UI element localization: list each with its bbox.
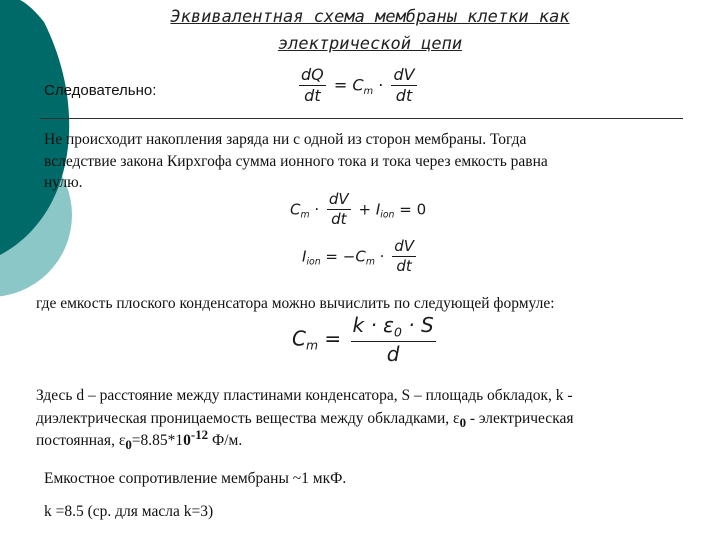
paragraph-line: нулю. — [44, 174, 83, 191]
line-text: - электрическая — [466, 409, 574, 427]
capacitance-note: Емкостное сопротивление мембраны ~1 мкФ. — [44, 470, 347, 487]
kirchhoff-paragraph — [44, 129, 548, 194]
current-symbol: I — [302, 247, 307, 266]
fraction-dv-dt — [391, 66, 416, 106]
zero-value: 0 — [416, 200, 427, 219]
capacitance-subscript: m — [365, 256, 375, 268]
fraction-numerator: dV — [391, 66, 416, 86]
epsilon-subscript: 0 — [394, 324, 402, 340]
capacitance-subscript: m — [363, 85, 374, 97]
current-symbol: I — [375, 200, 381, 219]
epsilon-subscript: 0 — [125, 437, 132, 453]
line-text: Ф/м. — [208, 432, 243, 449]
formula-charge-rate — [296, 66, 420, 106]
fraction-k-eps-s-over-d — [351, 314, 436, 366]
fraction-numerator — [351, 314, 436, 342]
epsilon-subscript: 0 — [459, 414, 467, 430]
formula-plate-capacitance — [292, 314, 439, 366]
minus-sign: − — [342, 247, 356, 266]
paragraph-line — [36, 426, 574, 453]
bold-zero: 0 — [183, 432, 191, 449]
paragraph-line: Здесь d – расстояние между пластинами конденсатора, S – площадь обкладок, k - — [36, 387, 573, 404]
capacitor-intro-text: где емкость плоского конденсатора можно вычислить по следующей формуле: — [36, 295, 555, 312]
dot-operator: · — [378, 75, 384, 95]
fraction-numerator: dQ — [299, 66, 326, 86]
paragraph-line — [36, 408, 574, 431]
line-text: постоянная, ε — [36, 432, 126, 449]
fraction-denominator: dt — [304, 86, 321, 106]
capacitance-symbol: C — [352, 75, 364, 95]
slide-title — [110, 4, 630, 58]
fraction-numerator: dV — [327, 191, 351, 210]
definitions-paragraph — [36, 385, 574, 453]
k-note: k =8.5 (ср. для масла k=3) — [44, 503, 214, 520]
current-subscript: ion — [380, 209, 395, 221]
numerator-tail: · S — [401, 313, 434, 337]
therefore-label: Следовательно: — [44, 82, 157, 99]
equals-sign: = — [325, 247, 338, 266]
exponent: -12 — [190, 426, 209, 442]
capacitance-symbol: C — [355, 247, 366, 266]
capacitance-subscript: m — [305, 337, 319, 353]
title-line-2: электрической цепи — [277, 34, 463, 54]
equals-sign: = — [399, 200, 412, 219]
dot-operator: · — [314, 200, 320, 219]
dot-operator: · — [379, 247, 385, 266]
title-line-1: Эквивалентная схема мембраны клетки как — [170, 7, 570, 27]
current-subscript: ion — [306, 256, 321, 268]
fraction-denominator: dt — [331, 210, 347, 229]
line-text: диэлектрическая проницаемость вещества между обкладками, ε — [36, 409, 460, 427]
numerator-head: k · ε — [352, 313, 394, 337]
capacitance-subscript: m — [300, 209, 310, 221]
plus-sign: + — [358, 200, 372, 219]
separator-line — [40, 118, 683, 119]
formula-ion-current — [302, 238, 419, 276]
fraction-numerator: dV — [392, 238, 416, 257]
line-text: =8.85*1 — [131, 432, 184, 449]
paragraph-line: Не происходит накопления заряда ни с одной из сторон мембраны. Тогда — [44, 131, 527, 148]
fraction-denominator: dt — [396, 257, 412, 276]
fraction-denominator: d — [386, 341, 400, 366]
paragraph-line: вследствие закона Кирхгофа сумма ионного тока и тока через емкость равна — [44, 152, 548, 170]
fraction-denominator: dt — [395, 86, 413, 106]
fraction-dv-dt — [327, 191, 351, 229]
equals-sign: = — [333, 75, 348, 95]
equals-sign: = — [324, 326, 342, 351]
fraction-dv-dt — [392, 238, 416, 276]
fraction-dq-dt — [299, 66, 326, 106]
formula-kirchhoff-sum — [290, 191, 426, 229]
capacitance-symbol: C — [290, 200, 301, 219]
capacitance-symbol: C — [292, 326, 306, 351]
